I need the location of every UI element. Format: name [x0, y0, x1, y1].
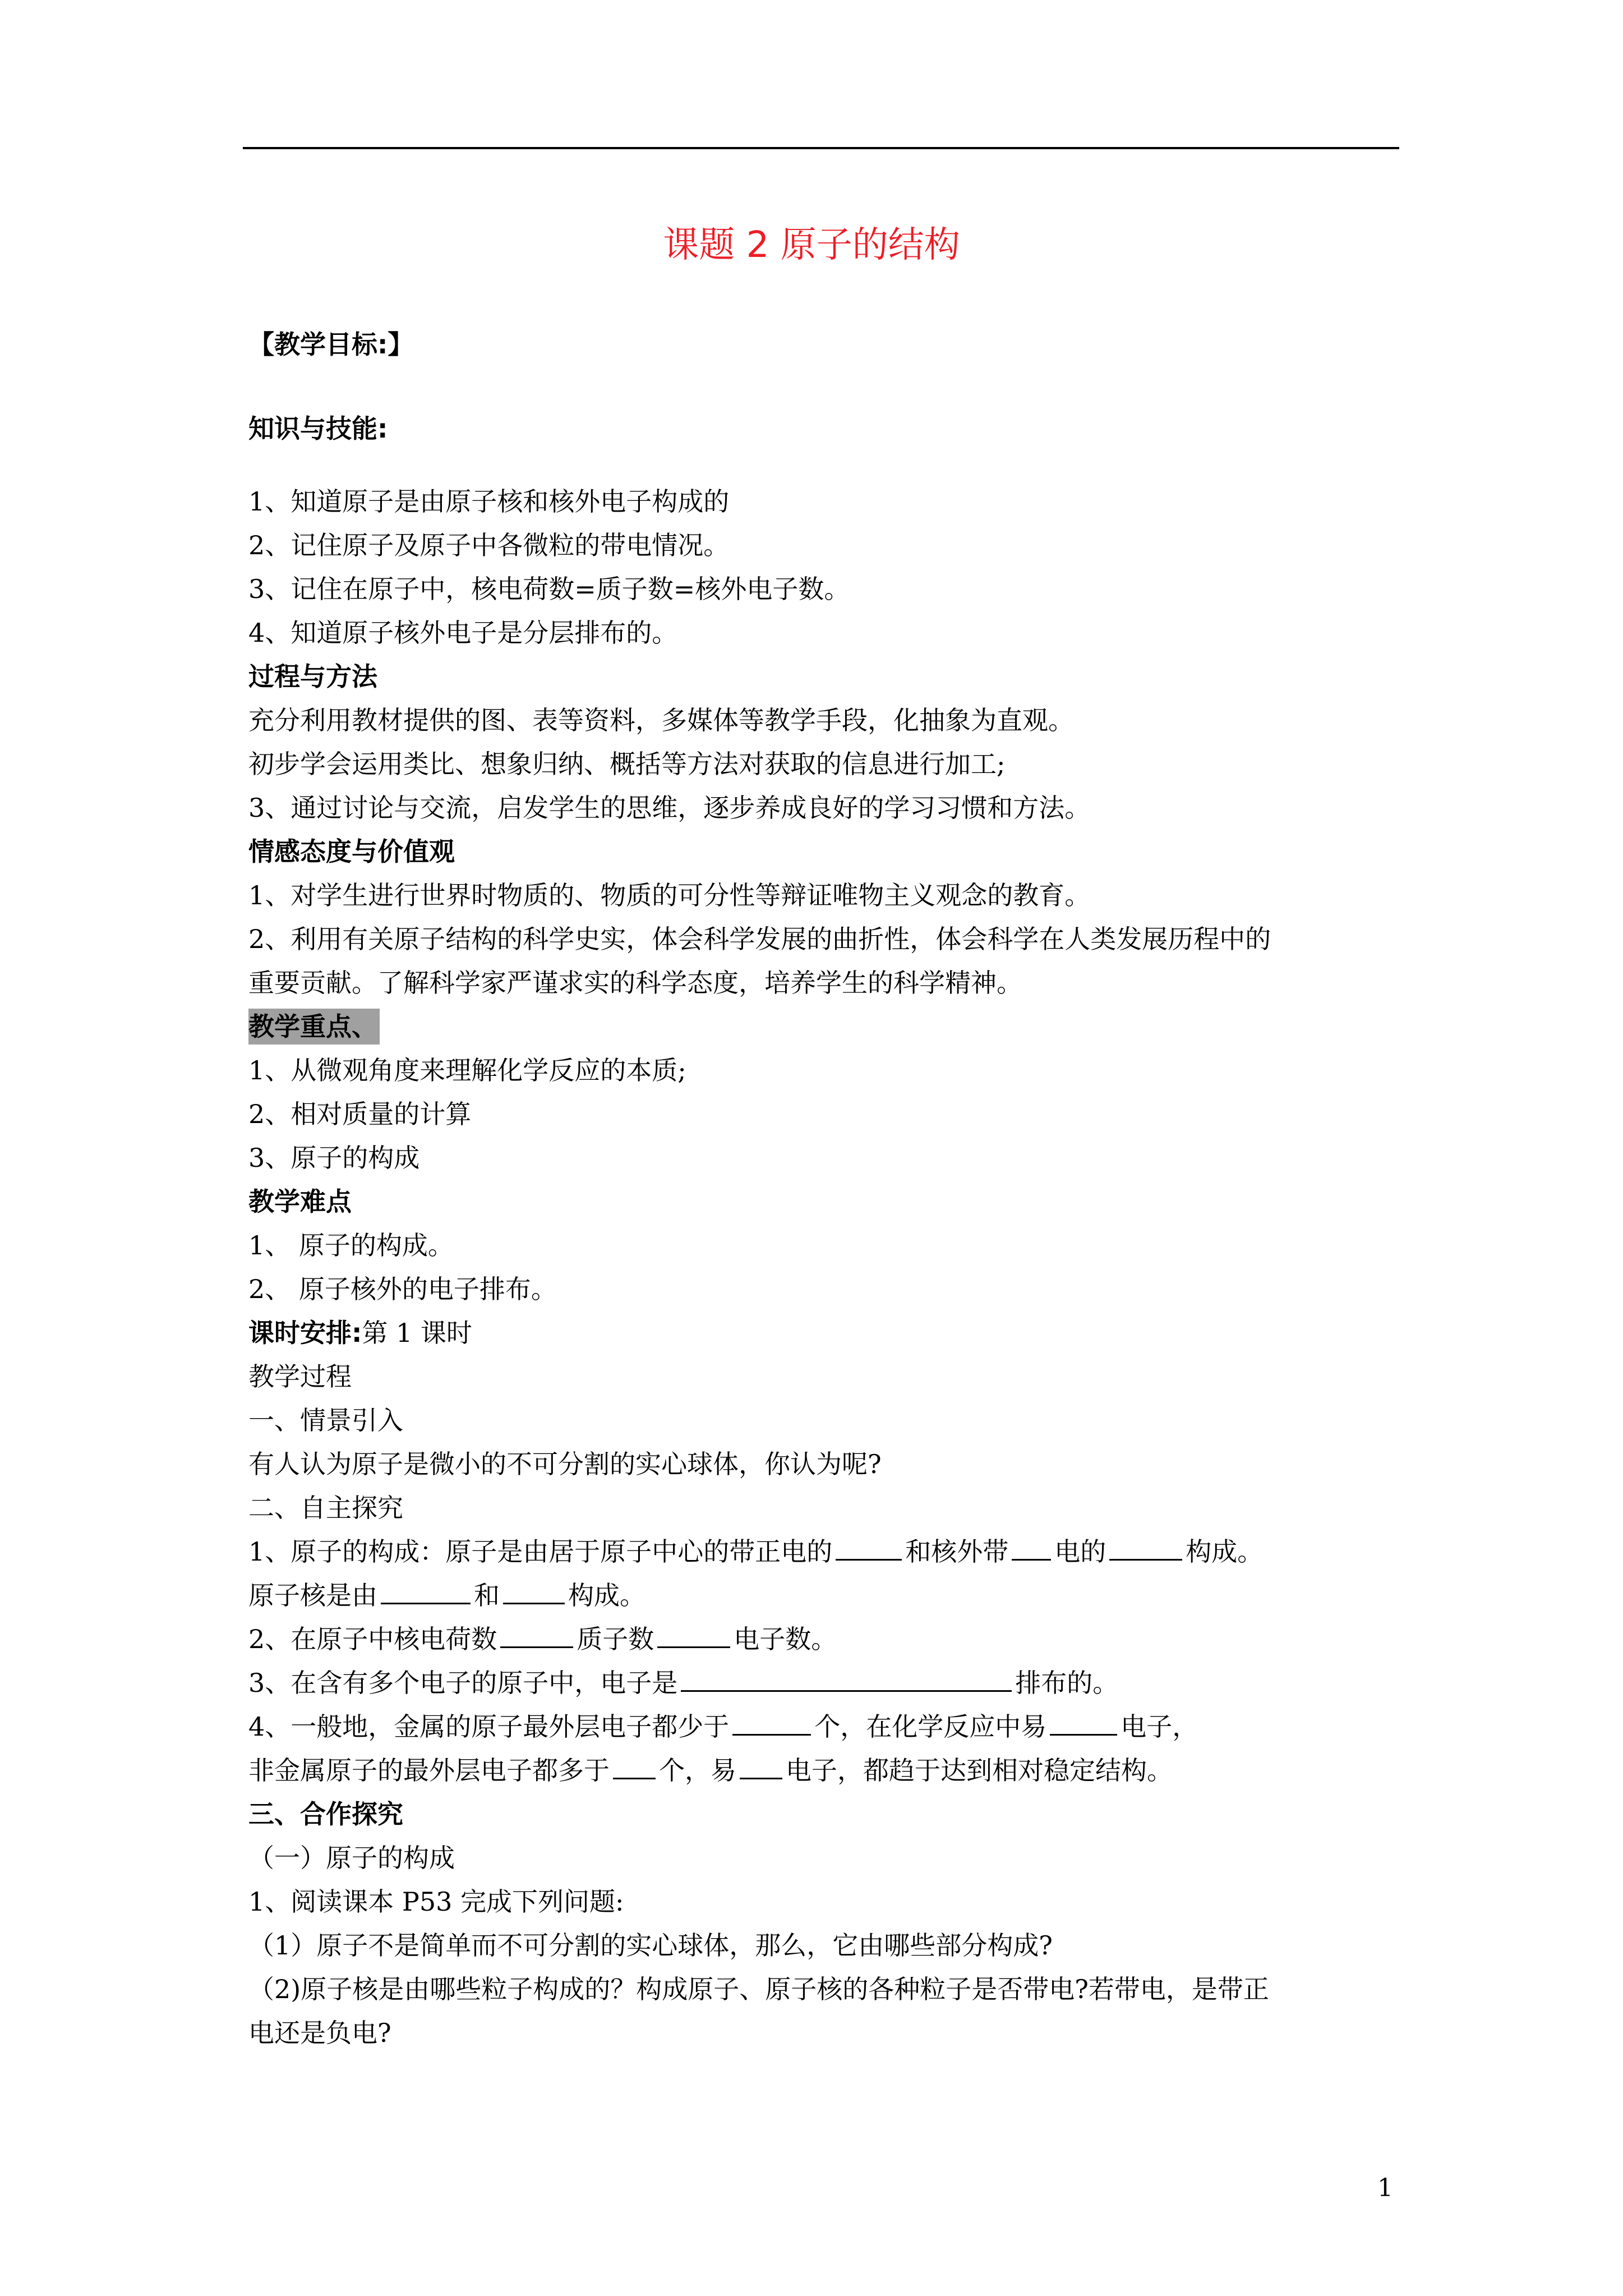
question-text: 和核外带: [905, 1536, 1009, 1567]
reading-question: （1）原子不是简单而不可分割的实心球体，那么，它由哪些部分构成?: [248, 1930, 1053, 1961]
key-point: 3、原子的构成: [248, 1143, 420, 1173]
knowledge-item: 4、知道原子核外电子是分层排布的。: [248, 618, 678, 648]
document-body: [248, 323, 1404, 2055]
fill-blank[interactable]: [1050, 1707, 1117, 1736]
fill-blank[interactable]: [1012, 1532, 1051, 1561]
fill-blank[interactable]: [657, 1619, 730, 1648]
difficulty-item: 2、 原子核外的电子排布。: [248, 1274, 557, 1304]
question-text: 3、在含有多个电子的原子中，电子是: [248, 1668, 678, 1698]
question-text: 电子，都趋于达到相对稳定结构。: [786, 1755, 1173, 1786]
difficulty-item: 1、 原子的构成。: [248, 1230, 454, 1260]
question-text: 1、原子的构成：原子是由居于原子中心的带正电的: [248, 1536, 833, 1567]
difficulties-heading: 教学难点: [248, 1186, 352, 1217]
fill-blank[interactable]: [740, 1751, 782, 1779]
header-rule: [243, 147, 1399, 149]
key-points-heading: 教学重点、: [248, 1009, 380, 1045]
section-heading: 二、自主探究: [248, 1493, 403, 1523]
reading-question-cont: 电还是负电?: [248, 2018, 391, 2048]
question-text: 个，易: [659, 1755, 736, 1786]
section-heading: 一、情景引入: [248, 1405, 403, 1435]
question-text: 构成。: [1186, 1536, 1264, 1567]
objectives-heading: 【教学目标:】: [248, 329, 414, 360]
page-title: 课题 2 原子的结构: [663, 224, 960, 266]
question-3: [248, 1661, 1404, 1705]
knowledge-item: 2、记住原子及原子中各微粒的带电情况。: [248, 530, 730, 560]
fill-blank[interactable]: [732, 1707, 811, 1736]
schedule-line: [248, 1311, 1404, 1355]
question-text: 非金属原子的最外层电子都多于: [248, 1755, 610, 1786]
question-2: [248, 1617, 1404, 1661]
fill-blank[interactable]: [381, 1576, 471, 1604]
page-number: 1: [1377, 2174, 1393, 2202]
fill-blank[interactable]: [681, 1663, 1012, 1692]
question-4: [248, 1705, 1404, 1749]
question-text: 电的: [1054, 1536, 1106, 1567]
schedule-label: 课时安排:: [248, 1318, 362, 1348]
teaching-process-label: 教学过程: [248, 1361, 352, 1392]
question-4b: [248, 1749, 1404, 1792]
question-text: 构成。: [568, 1580, 645, 1611]
knowledge-heading: 知识与技能:: [248, 413, 388, 444]
schedule-value: 第 1 课时: [362, 1318, 472, 1348]
fill-blank[interactable]: [836, 1532, 902, 1561]
process-item: 初步学会运用类比、想象归纳、概括等方法对获取的信息进行加工;: [248, 749, 1006, 779]
question-text: 个，在化学反应中易: [814, 1711, 1047, 1742]
process-item: 3、通过讨论与交流，启发学生的思维，逐步养成良好的学习习惯和方法。: [248, 793, 1091, 823]
question-text: 2、在原子中核电荷数: [248, 1624, 497, 1654]
process-item: 充分利用教材提供的图、表等资料，多媒体等教学手段，化抽象为直观。: [248, 705, 1074, 735]
section-heading: 三、合作探究: [248, 1799, 403, 1829]
attitude-item: 重要贡献。了解科学家严谨求实的科学态度，培养学生的科学精神。: [248, 968, 1022, 998]
key-point: 2、相对质量的计算: [248, 1099, 472, 1129]
attitude-heading: 情感态度与价值观: [248, 836, 455, 867]
fill-blank[interactable]: [1109, 1532, 1182, 1561]
question-text: 电子数。: [734, 1624, 837, 1654]
fill-blank[interactable]: [500, 1619, 573, 1648]
question-1: [248, 1530, 1404, 1573]
reading-question: （2)原子核是由哪些粒子构成的？构成原子、原子核的各种粒子是否带电?若带电，是带正: [248, 1974, 1269, 2004]
question-text: 原子核是由: [248, 1580, 377, 1611]
question-text: 排布的。: [1015, 1668, 1119, 1698]
fill-blank[interactable]: [503, 1576, 565, 1604]
reading-task: 1、阅读课本 P53 完成下列问题:: [248, 1887, 624, 1917]
question-text: 电子，: [1121, 1711, 1198, 1742]
question-text: 和: [474, 1580, 500, 1611]
question-1b: [248, 1573, 1404, 1617]
knowledge-item: 1、知道原子是由原子核和核外电子构成的: [248, 486, 730, 517]
question-text: 质子数: [577, 1624, 654, 1654]
attitude-item: 2、利用有关原子结构的科学史实，体会科学发展的曲折性，体会科学在人类发展历程中的: [248, 924, 1271, 954]
attitude-item: 1、对学生进行世界时物质的、物质的可分性等辩证唯物主义观念的教育。: [248, 880, 1091, 910]
section-text: 有人认为原子是微小的不可分割的实心球体，你认为呢?: [248, 1449, 882, 1479]
knowledge-item: 3、记住在原子中，核电荷数=质子数=核外电子数。: [248, 574, 850, 604]
fill-blank[interactable]: [613, 1751, 656, 1779]
key-point: 1、从微观角度来理解化学反应的本质;: [248, 1055, 686, 1085]
subsection-heading: （一）原子的构成: [248, 1843, 455, 1873]
process-heading: 过程与方法: [248, 661, 377, 692]
question-text: 4、一般地，金属的原子最外层电子都少于: [248, 1711, 730, 1742]
